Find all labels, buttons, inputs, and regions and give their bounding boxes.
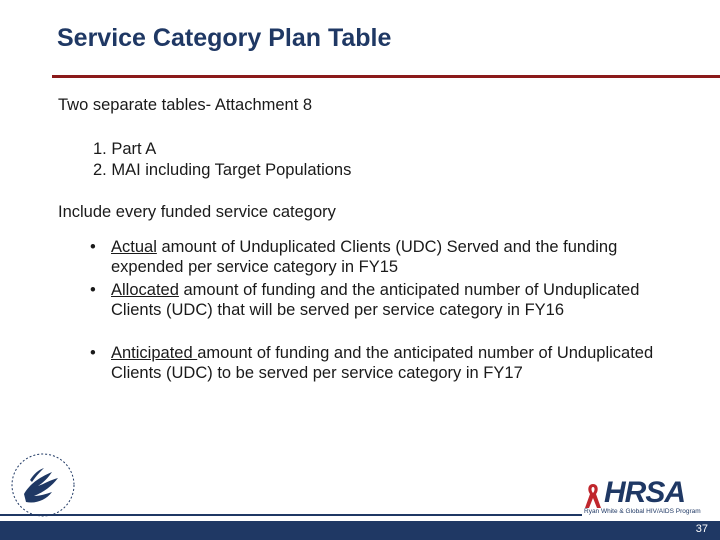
bullet-item-actual (90, 237, 680, 277)
intro-text: Include every funded service category (58, 203, 336, 221)
bullet-body (111, 343, 680, 383)
bullet-text: amount of Unduplicated Clients (UDC) Served and the funding expended per service category in FY15 (111, 238, 618, 276)
slide-subtitle: Two separate tables- Attachment 8 (58, 96, 313, 114)
slide-title: Service Category Plan Table (57, 24, 392, 52)
bullet-keyword: Actual (111, 238, 157, 256)
title-divider (52, 75, 720, 78)
hhs-eagle-logo-icon (8, 450, 78, 520)
bullet-item-anticipated (90, 343, 680, 383)
hrsa-tagline: Ryan White & Global HIV/AIDS Program (584, 508, 701, 515)
awareness-ribbon-icon (582, 482, 604, 510)
bullet-marker: • (90, 344, 96, 362)
footer-bar (0, 521, 720, 540)
bullet-body (111, 237, 680, 277)
bullet-text: amount of funding and the anticipated number of Unduplicated Clients (UDC) to be served per service category in FY17 (111, 344, 654, 382)
bullet-keyword: Allocated (111, 281, 179, 299)
numbered-item-1: 1. Part A (93, 140, 157, 158)
hrsa-wordmark: HRSA (604, 476, 686, 509)
page-number: 37 (695, 523, 708, 535)
footer-divider (0, 514, 582, 516)
bullet-marker: • (90, 238, 96, 256)
hrsa-logo (582, 476, 714, 520)
bullet-text: amount of funding and the anticipated number of Unduplicated Clients (UDC) that will be served per service category in FY16 (111, 281, 640, 319)
bullet-marker: • (90, 281, 96, 299)
bullet-item-allocated (90, 280, 680, 320)
bullet-body (111, 280, 680, 320)
numbered-item-2: 2. MAI including Target Populations (93, 161, 352, 179)
bullet-keyword: Anticipated (111, 344, 198, 362)
